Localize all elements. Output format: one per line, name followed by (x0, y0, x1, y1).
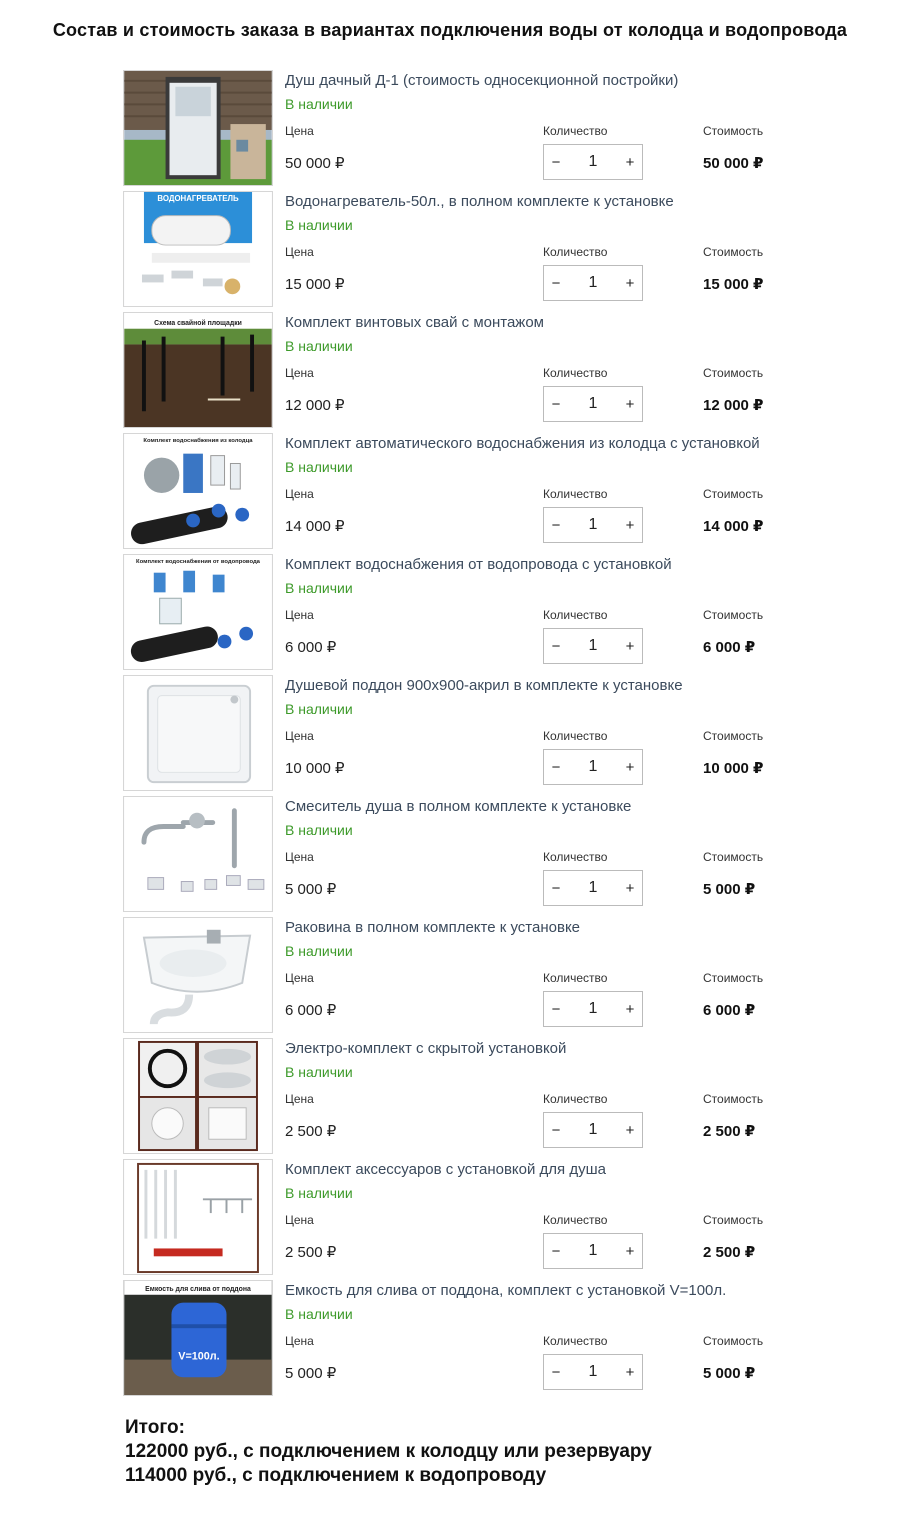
quantity-label: Количество (543, 366, 608, 380)
price-label: Цена (285, 487, 314, 501)
shower-tray-image (123, 675, 273, 791)
tank-volume-caption: V=100л. (178, 1350, 220, 1363)
stock-status: В наличии (285, 1064, 353, 1080)
quantity-stepper (543, 1112, 643, 1148)
product-row (123, 1278, 783, 1399)
page-title: Состав и стоимость заказа в вариантах подключения воды от колодца и водопровода (52, 20, 848, 40)
price-label: Цена (285, 1213, 314, 1227)
product-name[interactable]: Комплект водоснабжения от водопровода с установкой (285, 556, 672, 573)
increment-button[interactable]: + (625, 758, 635, 776)
stock-status: В наличии (285, 701, 353, 717)
increment-button[interactable]: + (625, 395, 635, 413)
cost-label: Стоимость (703, 608, 764, 622)
quantity-input[interactable]: 1 (588, 274, 598, 291)
cost-value: 2 500 ₽ (703, 1244, 756, 1261)
pump-kit-image (123, 433, 273, 549)
quantity-input[interactable]: 1 (588, 1363, 598, 1380)
mixer-image (123, 796, 273, 912)
price-value: 5 000 ₽ (285, 881, 337, 898)
price-label: Цена (285, 971, 314, 985)
decrement-button[interactable]: − (551, 153, 561, 171)
product-name[interactable]: Комплект автоматического водоснабжения из колодца с установкой (285, 435, 760, 452)
quantity-input[interactable]: 1 (588, 879, 598, 896)
quantity-label: Количество (543, 124, 608, 138)
stock-status: В наличии (285, 96, 353, 112)
quantity-stepper (543, 265, 643, 301)
product-name[interactable]: Душевой поддон 900x900-акрил в комплекте к установке (285, 677, 683, 694)
cost-value: 10 000 ₽ (703, 760, 764, 777)
cost-value: 14 000 ₽ (703, 518, 764, 535)
screw-piles-image (123, 312, 273, 428)
price-value: 15 000 ₽ (285, 276, 345, 293)
cost-value: 12 000 ₽ (703, 397, 764, 414)
quantity-input[interactable]: 1 (588, 637, 598, 654)
product-name[interactable]: Душ дачный Д-1 (стоимость односекционной постройки) (285, 72, 679, 89)
tank-image-caption: Емкость для слива от поддона (145, 1285, 251, 1293)
cost-label: Стоимость (703, 1213, 764, 1227)
cost-label: Стоимость (703, 487, 764, 501)
decrement-button[interactable]: − (551, 1242, 561, 1260)
quantity-stepper (543, 870, 643, 906)
quantity-stepper (543, 144, 643, 180)
decrement-button[interactable]: − (551, 637, 561, 655)
product-row (123, 794, 783, 915)
price-label: Цена (285, 1092, 314, 1106)
quantity-label: Количество (543, 850, 608, 864)
price-value: 2 500 ₽ (285, 1244, 337, 1261)
cost-label: Стоимость (703, 366, 764, 380)
stock-status: В наличии (285, 822, 353, 838)
price-value: 5 000 ₽ (285, 1365, 337, 1382)
product-row (123, 1157, 783, 1278)
price-label: Цена (285, 729, 314, 743)
product-row (123, 431, 783, 552)
shower-cabin-image (123, 70, 273, 186)
increment-button[interactable]: + (625, 1121, 635, 1139)
product-row (123, 915, 783, 1036)
increment-button[interactable]: + (625, 1363, 635, 1381)
price-label: Цена (285, 1334, 314, 1348)
quantity-label: Количество (543, 971, 608, 985)
heater-image-caption: ВОДОНАГРЕВАТЕЛЬ (157, 193, 239, 203)
quantity-stepper (543, 507, 643, 543)
quantity-stepper (543, 1233, 643, 1269)
decrement-button[interactable]: − (551, 1000, 561, 1018)
stock-status: В наличии (285, 459, 353, 475)
quantity-input[interactable]: 1 (588, 395, 598, 412)
product-row (123, 1036, 783, 1157)
quantity-stepper (543, 1354, 643, 1390)
product-row (123, 673, 783, 794)
increment-button[interactable]: + (625, 1000, 635, 1018)
quantity-input[interactable]: 1 (588, 1121, 598, 1138)
price-value: 6 000 ₽ (285, 639, 337, 656)
price-value: 2 500 ₽ (285, 1123, 337, 1140)
price-label: Цена (285, 608, 314, 622)
quantity-label: Количество (543, 245, 608, 259)
price-label: Цена (285, 124, 314, 138)
increment-button[interactable]: + (625, 516, 635, 534)
quantity-input[interactable]: 1 (588, 1000, 598, 1017)
decrement-button[interactable]: − (551, 879, 561, 897)
decrement-button[interactable]: − (551, 395, 561, 413)
price-label: Цена (285, 850, 314, 864)
product-name[interactable]: Емкость для слива от поддона, комплект с установкой V=100л. (285, 1282, 727, 1299)
cost-label: Стоимость (703, 971, 764, 985)
product-name[interactable]: Смеситель душа в полном комплекте к установке (285, 798, 632, 815)
product-row (123, 552, 783, 673)
decrement-button[interactable]: − (551, 516, 561, 534)
product-name[interactable]: Раковина в полном комплекте к установке (285, 919, 581, 936)
quantity-label: Количество (543, 729, 608, 743)
cost-label: Стоимость (703, 729, 764, 743)
quantity-input[interactable]: 1 (588, 1242, 598, 1259)
product-row (123, 189, 783, 310)
price-value: 6 000 ₽ (285, 1002, 337, 1019)
quantity-stepper (543, 991, 643, 1027)
quantity-label: Количество (543, 1334, 608, 1348)
increment-button[interactable]: + (625, 879, 635, 897)
decrement-button[interactable]: − (551, 758, 561, 776)
water-heater-image (123, 191, 273, 307)
quantity-stepper (543, 749, 643, 785)
cost-value: 6 000 ₽ (703, 1002, 756, 1019)
supply-kit-image (123, 554, 273, 670)
product-list (123, 68, 783, 1399)
decrement-button[interactable]: − (551, 274, 561, 292)
cost-label: Стоимость (703, 245, 764, 259)
sink-image (123, 917, 273, 1033)
price-label: Цена (285, 366, 314, 380)
increment-button[interactable]: + (625, 153, 635, 171)
stock-status: В наличии (285, 1185, 353, 1201)
product-row (123, 68, 783, 189)
cost-value: 5 000 ₽ (703, 881, 756, 898)
stock-status: В наличии (285, 580, 353, 596)
cost-value: 50 000 ₽ (703, 155, 764, 172)
cost-label: Стоимость (703, 124, 764, 138)
stock-status: В наличии (285, 1306, 353, 1322)
price-value: 10 000 ₽ (285, 760, 345, 777)
cost-label: Стоимость (703, 1092, 764, 1106)
total-water-main-option: 114000 руб., с подключением к водопроводу (125, 1465, 547, 1486)
increment-button[interactable]: + (625, 637, 635, 655)
quantity-label: Количество (543, 608, 608, 622)
piles-image-caption: Схема свайной площадки (154, 319, 242, 327)
cost-label: Стоимость (703, 850, 764, 864)
cost-value: 15 000 ₽ (703, 276, 764, 293)
stock-status: В наличии (285, 943, 353, 959)
decrement-button[interactable]: − (551, 1363, 561, 1381)
quantity-label: Количество (543, 487, 608, 501)
quantity-input[interactable]: 1 (588, 516, 598, 533)
quantity-stepper (543, 628, 643, 664)
totals-heading: Итого: (125, 1417, 185, 1438)
product-name[interactable]: Водонагреватель-50л., в полном комплекте к установке (285, 193, 674, 210)
price-value: 50 000 ₽ (285, 155, 345, 172)
quantity-input[interactable]: 1 (588, 153, 598, 170)
total-well-option: 122000 руб., с подключением к колодцу или резервуару (125, 1441, 652, 1462)
cost-value: 6 000 ₽ (703, 639, 756, 656)
increment-button[interactable]: + (625, 1242, 635, 1260)
product-name[interactable]: Комплект аксессуаров с установкой для душа (285, 1161, 606, 1178)
cost-value: 5 000 ₽ (703, 1365, 756, 1382)
quantity-label: Количество (543, 1092, 608, 1106)
supply-image-caption: Комплект водоснабжения от водопровода (136, 558, 260, 565)
increment-button[interactable]: + (625, 274, 635, 292)
decrement-button[interactable]: − (551, 1121, 561, 1139)
order-totals (125, 1416, 652, 1488)
product-name[interactable]: Комплект винтовых свай с монтажом (285, 314, 544, 331)
stock-status: В наличии (285, 338, 353, 354)
quantity-stepper (543, 386, 643, 422)
price-label: Цена (285, 245, 314, 259)
product-name[interactable]: Электро-комплект с скрытой установкой (285, 1040, 567, 1057)
electric-kit-image (123, 1038, 273, 1154)
price-value: 14 000 ₽ (285, 518, 345, 535)
cost-value: 2 500 ₽ (703, 1123, 756, 1140)
cost-label: Стоимость (703, 1334, 764, 1348)
product-row (123, 310, 783, 431)
quantity-label: Количество (543, 1213, 608, 1227)
pump-image-caption: Комплект водоснабжения из колодца (143, 437, 253, 444)
stock-status: В наличии (285, 217, 353, 233)
accessories-image (123, 1159, 273, 1275)
tank-image (123, 1280, 273, 1396)
quantity-input[interactable]: 1 (588, 758, 598, 775)
price-value: 12 000 ₽ (285, 397, 345, 414)
